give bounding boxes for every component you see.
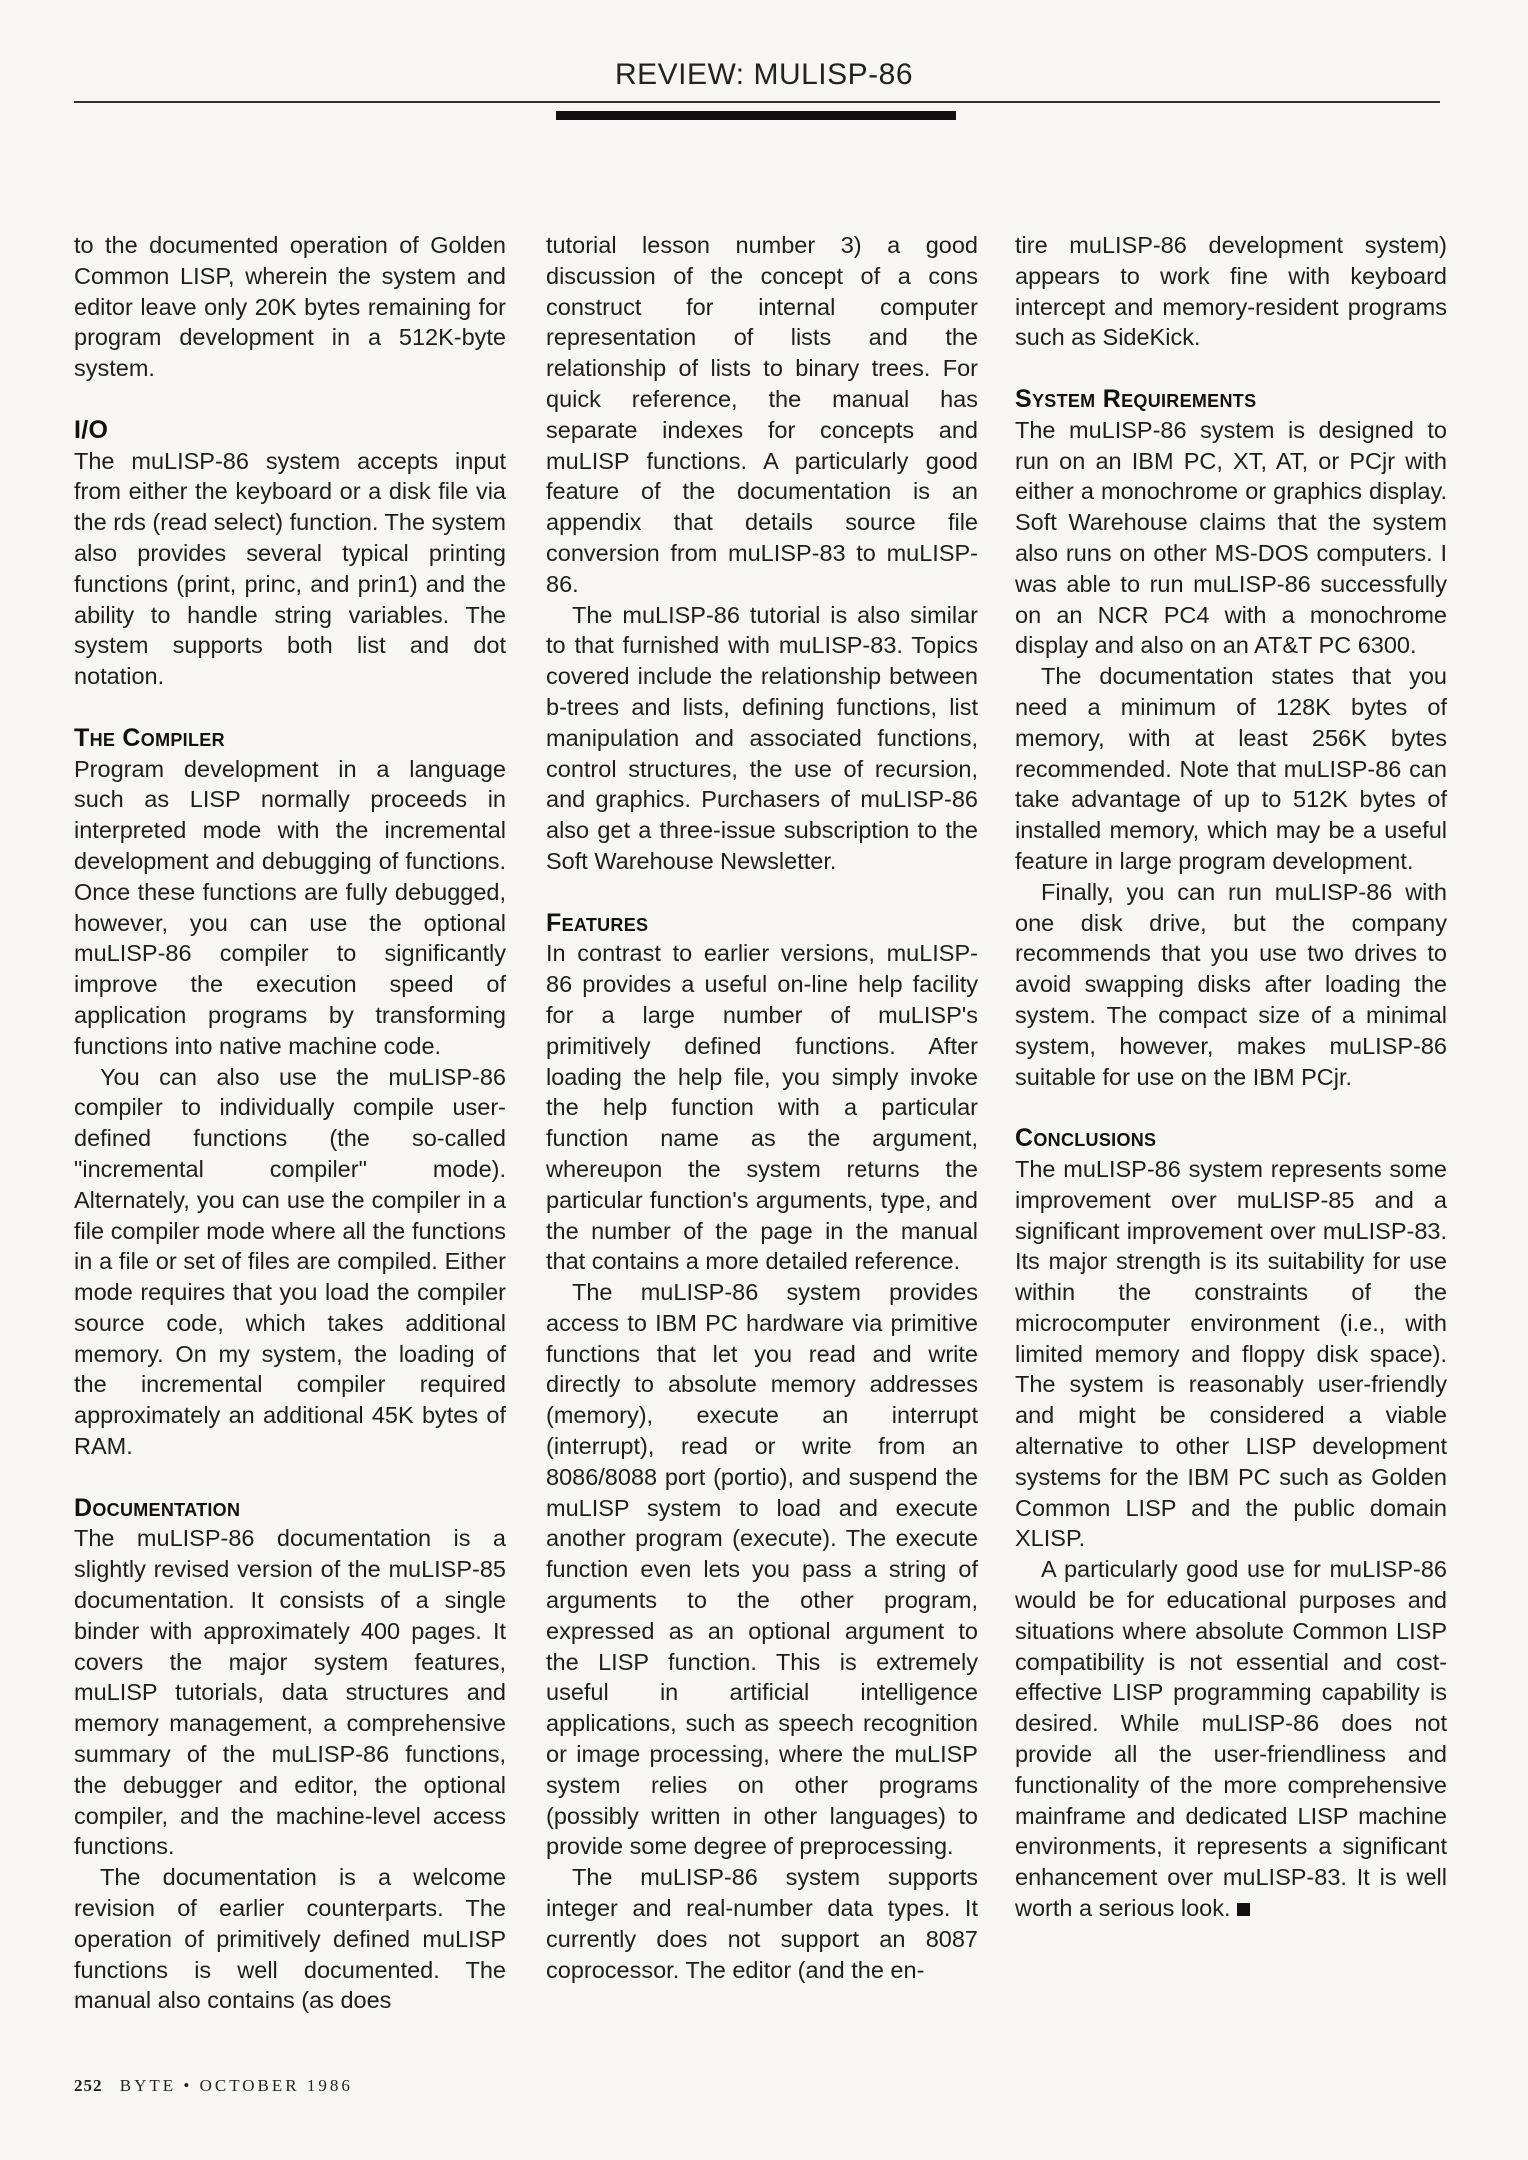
page-number: 252	[74, 2076, 103, 2095]
header-rule	[74, 101, 1440, 103]
page-header-title: REVIEW: MULISP-86	[614, 58, 914, 91]
section-heading-conclusions: Conclusions	[1015, 1124, 1157, 1153]
paragraph: You can also use the muLISP-86 compiler to individually compile user-defined functions (the so-called "incremental compiler" mode). Alternately, you can use the compiler in a file compiler mode where all the functions in a file or set of files are compiled. Either mode requires that you load the compiler source code, which takes additional memory. On my system, the loading of the incremental compiler required approximately an additional 45K bytes of RAM.	[74, 1063, 506, 1460]
section-heading-compiler: The Compiler	[74, 723, 225, 752]
section-heading-features: Features	[546, 908, 649, 937]
paragraph: Finally, you can run muLISP-86 with one disk drive, but the company recommends that you use two drives to avoid swapping disks after loading the system. The compact size of a minimal system, however, makes muLISP-86 suitable for use on the IBM PCjr.	[1015, 878, 1447, 1090]
section-heading-documentation: Documentation	[74, 1493, 241, 1522]
paragraph: The muLISP-86 tutorial is also similar to that furnished with muLISP-83. Topics covered include the relationship between b-trees and lists, defining functions, list manipulation and associated functions, control structures, the use of recursion, and graphics. Purchasers of muLISP-86 also get a three-issue subscription to the Soft Warehouse Newsletter.	[546, 601, 978, 874]
paragraph: The muLISP-86 system is designed to run on an IBM PC, XT, AT, or PCjr with either a monochrome or graphics display. Soft Warehouse claims that the system also runs on other MS-DOS computers. I was able to run muLISP-86 successfully on an NCR PC4 with a monochrome display and also on an AT&T PC 6300.	[1015, 416, 1447, 659]
header-bar	[556, 111, 956, 120]
paragraph: to the documented operation of Golden Common LISP, wherein the system and editor leave only 20K bytes remaining for program development in a 512K-byte system.	[74, 232, 506, 382]
page-footer	[74, 2076, 353, 2096]
paragraph-text: A particularly good use for muLISP-86 would be for educational purposes and situations where absolute Common LISP compatibility is not essential and cost-effective LISP programming capability is desired. While muLISP-86 does not provide all the user-friendliness and functionality of the more comprehensive mainframe and dedicated LISP machine environments, it represents a significant enhancement over muLISP-83. It is well worth a serious look.	[1015, 1556, 1447, 1922]
paragraph: In contrast to earlier versions, muLISP-86 provides a useful on-line help facility for a large number of muLISP's primitively defined functions. After loading the help file, you simply invoke the help function with a particular function name as the argument, whereupon the system returns the particular function's arguments, type, and the number of the page in the manual that contains a more detailed reference.	[546, 940, 978, 1275]
paragraph: Program development in a language such as LISP normally proceeds in interpreted mode with the incremental development and debugging of functions. Once these functions are fully debugged, however, you can use the optional muLISP-86 compiler to significantly improve the execution speed of application programs by transforming functions into native machine code.	[74, 755, 506, 1059]
paragraph: The documentation states that you need a minimum of 128K bytes of memory, with at least 256K bytes recommended. Note that muLISP-86 can take advantage of up to 512K bytes of installed memory, which may be a useful feature in large program development.	[1015, 663, 1447, 874]
column-3	[1015, 230, 1447, 1924]
column-1	[74, 230, 506, 2016]
section-heading-system-requirements: System Requirements	[1015, 384, 1257, 413]
paragraph: The muLISP-86 system provides access to IBM PC hardware via primitive functions that let you read and write directly to absolute memory addresses (memory), execute an interrupt (interrupt), read or write from an 8086/8088 port (portio), and suspend the muLISP system to load and execute another program (execute). The execute function even lets you pass a string of arguments to the other program, expressed as an optional argument to the LISP function. This is extremely useful in artificial intelligence applications, such as speech recognition or image processing, where the muLISP system relies on other programs (possibly written in other languages) to provide some degree of preprocessing.	[546, 1279, 978, 1860]
paragraph: The muLISP-86 system accepts input from either the keyboard or a disk file via the rds (read select) function. The system also provides several typical printing functions (print, princ, and prin1) and the ability to handle string variables. The system supports both list and dot notation.	[74, 447, 506, 690]
paragraph: The muLISP-86 system represents some improvement over muLISP-85 and a significant improvement over muLISP-83. Its major strength is its suitability for use within the constraints of the microcomputer environment (i.e., with limited memory and floppy disk space). The system is reasonably user-friendly and might be considered a viable alternative to other LISP development systems for the IBM PC such as Golden Common LISP and the public domain XLISP.	[1015, 1155, 1447, 1552]
paragraph: tutorial lesson number 3) a good discussion of the concept of a cons construct for internal computer representation of lists and the relationship of lists to binary trees. For quick reference, the manual has separate indexes for concepts and muLISP functions. A particularly good feature of the documentation is an appendix that details source file conversion from muLISP-83 to muLISP-86.	[546, 232, 978, 597]
publication-line: BYTE • OCTOBER 1986	[119, 2076, 353, 2095]
paragraph: The documentation is a welcome revision of earlier counterparts. The operation of primitively defined muLISP functions is well documented. The manual also contains (as does	[74, 1864, 506, 2014]
paragraph-final	[1015, 1554, 1447, 1924]
paragraph: The muLISP-86 system supports integer and real-number data types. It currently does not support an 8087 coprocessor. The editor (and the en-	[546, 1864, 978, 1983]
paragraph: tire muLISP-86 development system) appears to work fine with keyboard intercept and memory-resident programs such as SideKick.	[1015, 232, 1447, 351]
column-2	[546, 230, 978, 1985]
end-mark-icon	[1237, 1903, 1250, 1916]
paragraph: The muLISP-86 documentation is a slightly revised version of the muLISP-85 documentation. It consists of a single binder with approximately 400 pages. It covers the major system features, muLISP tutorials, data structures and memory management, a comprehensive summary of the muLISP-86 functions, the debugger and editor, the optional compiler, and the machine-level access functions.	[74, 1525, 506, 1860]
section-heading-io: I/O	[74, 415, 109, 444]
